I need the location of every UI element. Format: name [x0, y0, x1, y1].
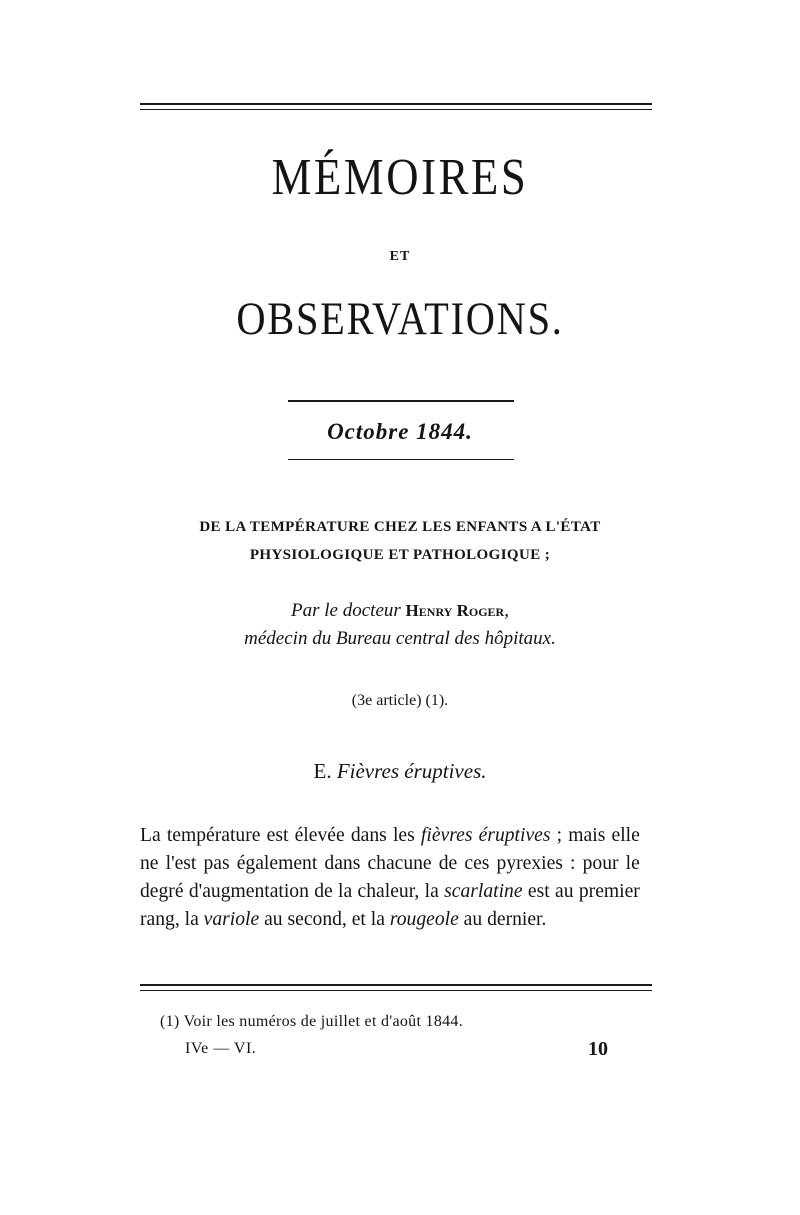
issue-date: Octobre 1844. — [327, 419, 473, 444]
text-run-italic: rougeole — [389, 908, 459, 930]
text-run: au second, et la — [259, 908, 390, 930]
subsection-heading — [0, 759, 800, 784]
header-rule-thin — [140, 109, 652, 110]
section-title: MÉMOIRES — [271, 149, 529, 206]
article-number: (3e article) (1). — [351, 692, 449, 709]
article-title: DE LA TEMPÉRATURE CHEZ LES ENFANTS A L'ÉTAT PHYSIOLOGIQUE ET PATHOLOGIQUE ; — [199, 519, 601, 563]
author-role: médecin du Bureau central des hôpitaux. — [244, 628, 556, 649]
text-run-italic: fièvres éruptives — [420, 824, 551, 846]
date-rule-top — [288, 400, 514, 402]
header-rule — [140, 103, 652, 105]
page-number: 10 — [588, 1038, 608, 1060]
text-run-italic: scarlatine — [444, 880, 523, 902]
title-conjunction: ET — [389, 249, 411, 264]
body-paragraph — [140, 821, 640, 933]
byline — [0, 600, 800, 622]
text-run: au dernier. — [458, 908, 547, 930]
date-rule-bottom — [288, 459, 514, 460]
text-run: ; mais elle ne l'est pas également dans chacune de ces pyrexies : pour le degré d'augmentation de la chaleur, la — [140, 824, 640, 902]
text-run: est au premier rang, la — [140, 880, 640, 930]
signature-mark: IVe — VI. — [185, 1040, 257, 1057]
section-subtitle: OBSERVATIONS. — [236, 293, 564, 345]
text-run-italic: variole — [203, 908, 260, 930]
footnote-rule — [140, 984, 652, 986]
subsection-title: Fièvres éruptives. — [336, 759, 487, 783]
author-name: Henry Roger — [405, 601, 505, 620]
text-run: La température est élevée dans les — [140, 824, 421, 846]
byline-suffix: , — [504, 600, 509, 621]
byline-prefix: Par le docteur — [291, 600, 401, 621]
footnote: (1) Voir les numéros de juillet et d'août 1844. — [160, 1013, 464, 1030]
subsection-letter: E. — [313, 759, 332, 783]
footnote-rule-thin — [140, 990, 652, 991]
